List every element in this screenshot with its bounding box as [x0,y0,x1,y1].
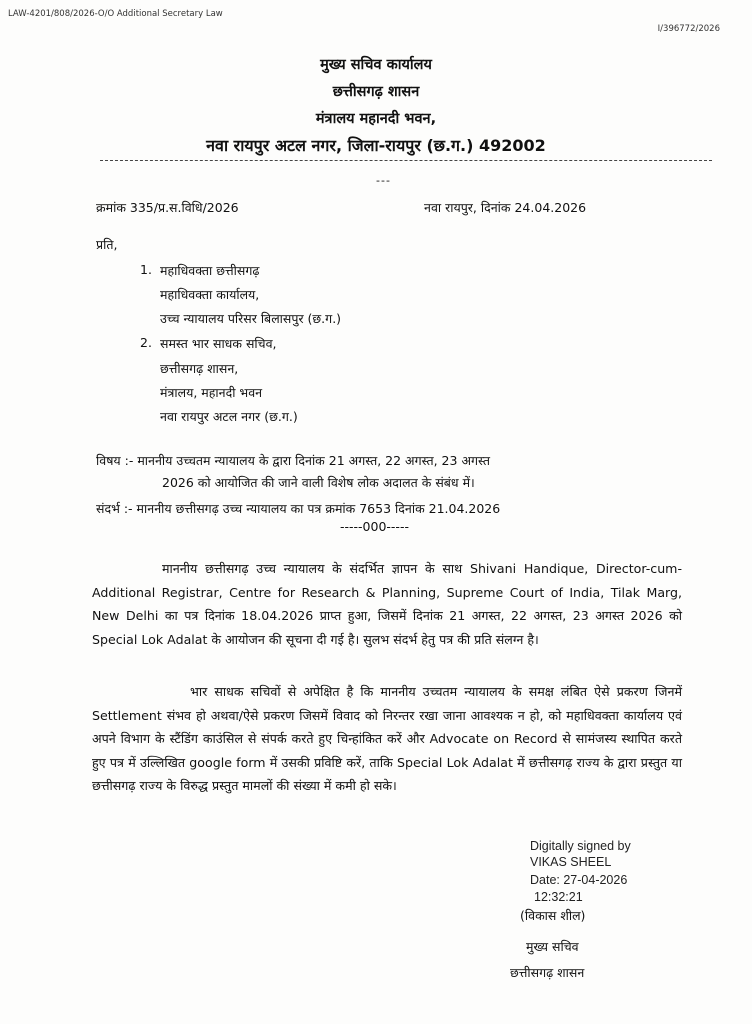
signatory-office: छत्तीसगढ़ शासन [510,965,585,980]
digital-signature-name: VIKAS SHEEL [530,855,612,869]
body-paragraph-2-text: भार साधक सचिवों से अपेक्षित है कि माननीय उच्चतम न्यायालय के समक्ष लंबित ऐसे प्रकरण जिनमें Settlement संभव हो अथवा/ऐसे प्रकरण जिसमें विवाद को निरन्तर रखा जाना आवश्यक न हो, को महाधिवक्ता कार्यालय एवं अपने विभाग के स्टैंडिंग काउंसिल से संपर्क करते हुए चिन्हांकित करें और Advocate on Record से सामंजस्य स्थापित करते हुए पत्र में उल्लिखित google form में उसकी प्रविष्टि करें, ताकि Special Lok Adalat में छत्तीसगढ़ राज्य के द्वारा प्रस्तुत या छत्तीसगढ़ राज्य के विरुद्ध प्रस्तुत मामलों की संख्या में कमी हो सके। [92,684,682,793]
recipient-2-line: समस्त भार साधक सचिव, [160,336,277,351]
recipient-2-line: छत्तीसगढ़ शासन, [160,361,239,376]
body-paragraph-2 [92,680,682,798]
recipient-1-line: महाधिवक्ता छत्तीसगढ़ [160,263,260,278]
digital-signature-date: Date: 27-04-2026 [530,873,628,887]
to-label: प्रति, [96,237,118,252]
office-address: नवा रायपुर अटल नगर, जिला-रायपुर (छ.ग.) 492002 [206,136,546,155]
recipient-2-line: नवा रायपुर अटल नगर (छ.ग.) [160,409,298,424]
letter-place-date: नवा रायपुर, दिनांक 24.04.2026 [424,200,587,215]
document-id: I/396772/2026 [657,24,720,34]
recipient-1-line: महाधिवक्ता कार्यालय, [160,287,260,302]
subject-line-1: विषय :- माननीय उच्चतम न्यायालय के द्वारा दिनांक 21 अगस्त, 22 अगस्त, 23 अगस्त [96,453,491,468]
signatory-name: (विकास शील) [520,908,586,923]
building-name: मंत्रालय महानदी भवन, [315,111,437,127]
digital-signature-time: 12:32:21 [534,890,583,904]
office-name: मुख्य सचिव कार्यालय [320,57,432,73]
body-paragraph-1-text: माननीय छत्तीसगढ़ उच्च न्यायालय के संदर्भित ज्ञापन के साथ Shivani Handique, Director-cum-Additional Registrar, Centre for Research & Planning, Supreme Court of India, Tilak Marg, New Delhi का पत्र दिनांक 18.04.2026 प्राप्त हुआ, जिसमें दिनांक 21 अगस्त, 22 अगस्त, 23 अगस्त 2026 को Special Lok Adalat के आयोजन की सूचना दी गई है। सुलभ संदर्भ हेतु पत्र की प्रति संलग्न है। [92,561,682,647]
header-separator: --- [376,174,391,187]
body-paragraph-1 [92,557,682,651]
recipient-1-line: उच्च न्यायालय परिसर बिलासपुर (छ.ग.) [160,311,342,326]
recipient-2-number: 2. [140,335,152,350]
subject-line-2: 2026 को आयोजित की जाने वाली विशेष लोक अदालत के संबंध में। [162,475,475,490]
digital-signature-line: Digitally signed by [530,839,631,853]
letter-number: क्रमांक 335/प्र.स.विधि/2026 [96,200,239,215]
recipient-2-line: मंत्रालय, महानदी भवन [160,385,263,400]
reference-divider: -----000----- [340,519,409,534]
recipient-1-number: 1. [140,262,152,277]
reference-line: संदर्भ :- माननीय छत्तीसगढ़ उच्च न्यायालय का पत्र क्रमांक 7653 दिनांक 21.04.2026 [96,501,501,516]
file-reference: LAW-4201/808/2026-O/O Additional Secretary Law [8,9,223,19]
header-divider [100,160,712,161]
signatory-designation: मुख्य सचिव [526,939,579,954]
government-name: छत्तीसगढ़ शासन [332,84,420,100]
